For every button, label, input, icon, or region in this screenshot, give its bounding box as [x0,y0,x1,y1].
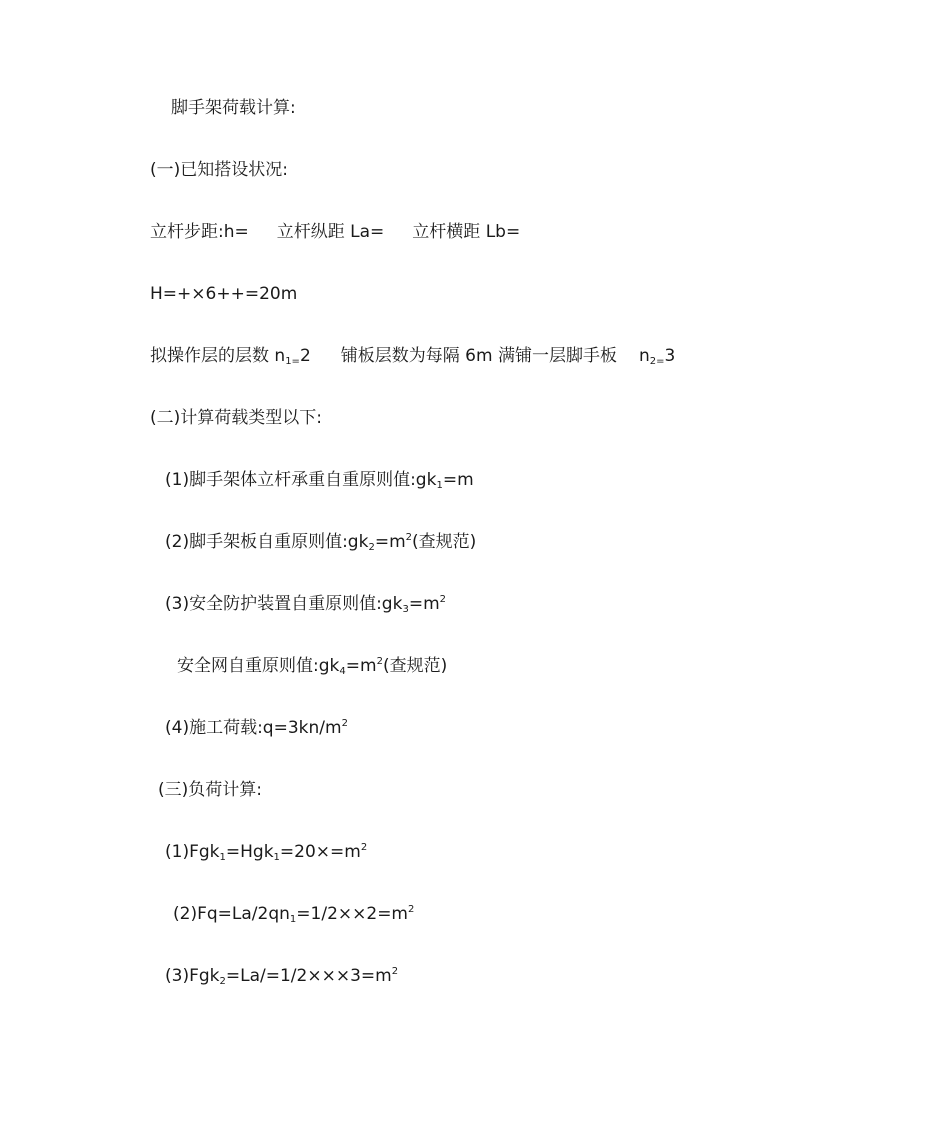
calc-item-2: $(2)Fq=La/2qn_1=1/2\times\times 2=m^2$ [173,904,415,925]
scaffold-spacing-line [150,220,520,244]
calc-item-3: $(3)Fgk_2=La/=1/2\times\times\times 3=m^2$ [165,966,399,987]
load-item-1: (1)脚手架体立杆承重自重原则值$:gk_1=m$ [165,470,474,491]
operating-layers-line: 拟操作层的层数 $n_{1=}2$ 铺板层数为每隔 6m 满铺一层脚手板 $n_{2=}3$ [150,346,676,367]
board-layers-text: 铺板层数为每隔 6m 满铺一层脚手板 [340,346,617,366]
load-item-3b: 安全网自重原则值$:gk_4=m^2$(查规范) [177,656,448,677]
step-label: 立杆步距:h= [150,222,249,242]
calc-item-1: $(1)Fgk_1=Hgk_1=20\times=m^2$ [165,842,368,863]
load-item-2: (2)脚手架板自重原则值$:gk_2=m^2$(查规范) [165,532,477,553]
section-2-heading: (二)计算荷载类型以下: [150,408,322,428]
doc-title-text: 脚手架荷载计算: [171,98,296,118]
section-3-heading: (三)负荷计算: [158,780,262,800]
height-formula: H=+×6++=20m [150,284,298,304]
doc-title [171,96,296,120]
lb-label: 立杆横距 Lb= [412,222,521,242]
load-item-3: (3)安全防护装置自重原则值$:gk_3=m^2$ [165,594,447,615]
la-label: 立杆纵距 La= [276,222,385,242]
section-1-heading: (一)已知搭设状况: [150,160,288,180]
load-item-4: (4)施工荷载$:q=3kn/m^2$ [165,718,348,738]
